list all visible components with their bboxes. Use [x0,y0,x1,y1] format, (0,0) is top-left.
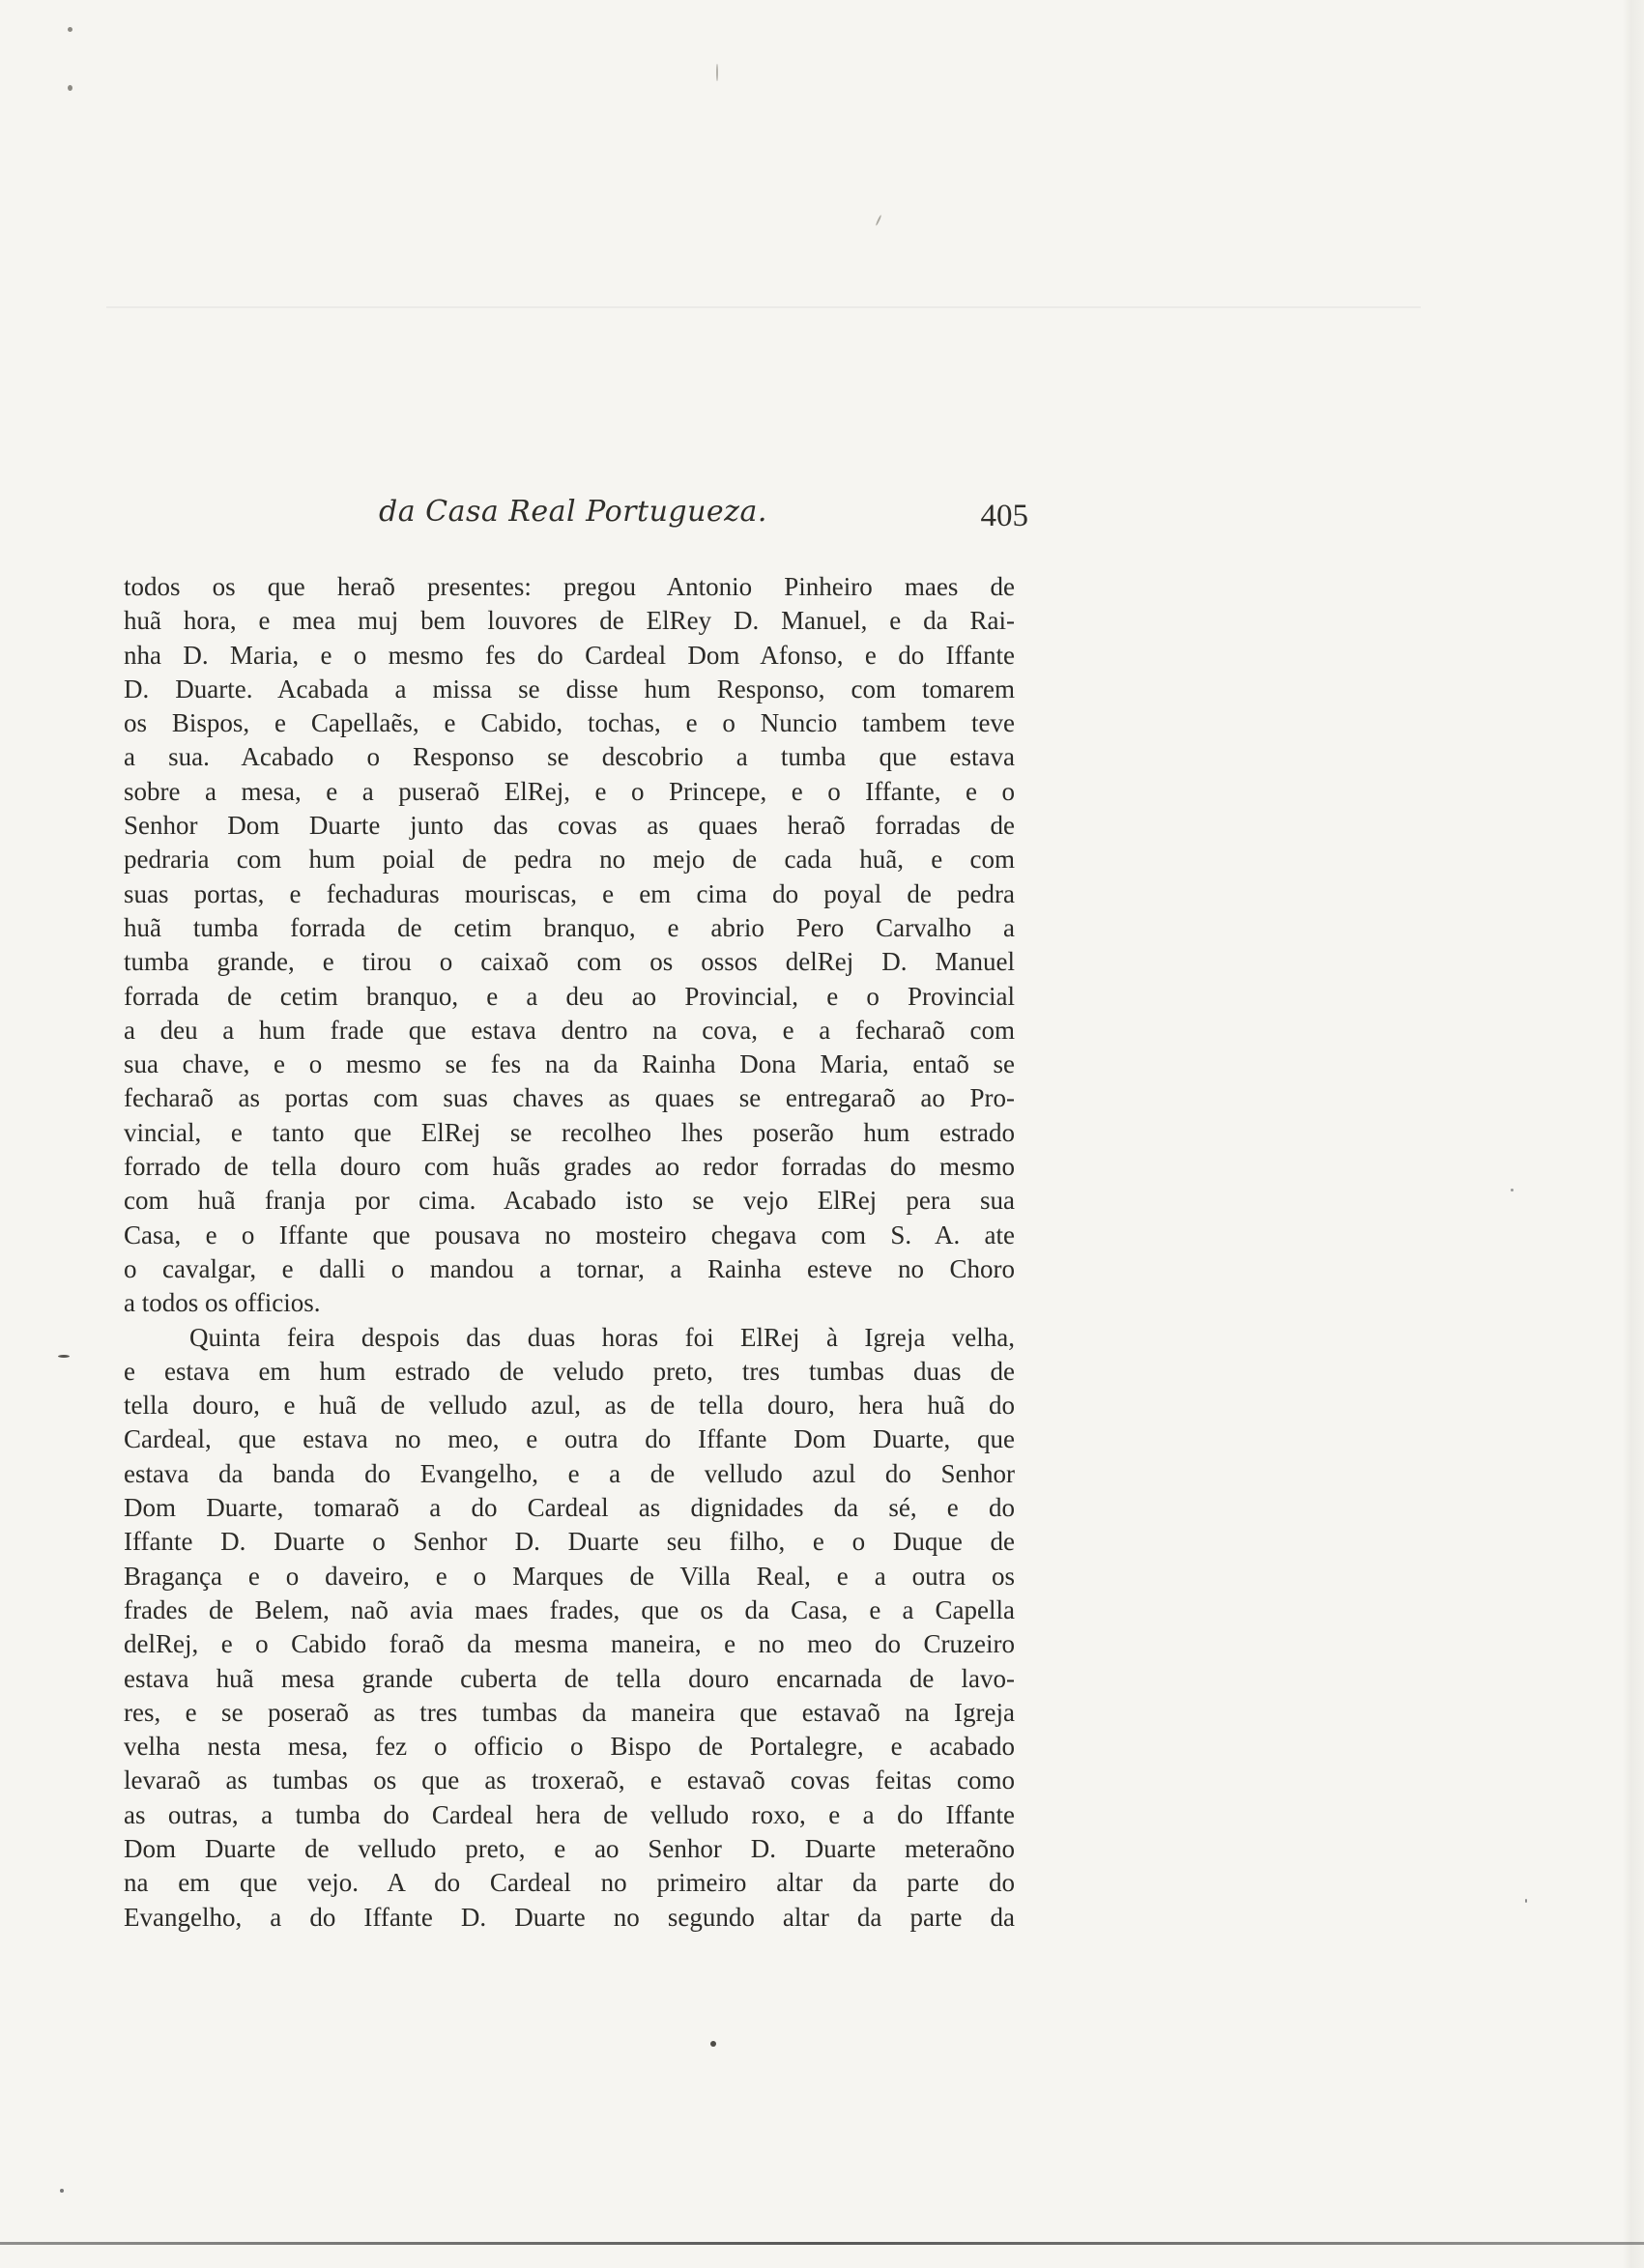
text-line: Evangelho, a do Iffante D. Duarte no segundo altar da parte da [124,1902,1015,1932]
text-line: delRej, e o Cabido foraõ da mesma maneira, e no meo do Cruzeiro [124,1629,1015,1659]
text-line: tumba grande, e tirou o caixaõ com os ossos delRej D. Manuel [124,947,1015,977]
fold-mark [106,306,1421,308]
text-line: e estava em hum estrado de veludo preto, tres tumbas duas de [124,1356,1015,1386]
text-line: suas portas, e fechaduras mouriscas, e em cima do poyal de pedra [124,878,1015,908]
text-line: as outras, a tumba do Cardeal hera de velludo roxo, e a do Iffante [124,1799,1015,1829]
text-line: tella douro, e huã de velludo azul, as de tella douro, hera huã do [124,1391,1015,1421]
body-text [124,570,1015,1935]
dust-speck [710,2041,716,2047]
text-line: nha D. Maria, e o mesmo fes do Cardeal Dom Afonso, e do Iffante [124,640,1015,670]
text-line: o cavalgar, e dalli o mandou a tornar, a Rainha esteve no Choro [124,1253,1015,1283]
text-line: na em que vejo. A do Cardeal no primeiro altar da parte do [124,1868,1015,1898]
text-line: a deu a hum frade que estava dentro na cova, e a fecharaõ com [124,1015,1015,1045]
text-line: res, e se poseraõ as tres tumbas da maneira que estavaõ na Igreja [124,1697,1015,1727]
text-line: Quinta feira despois das duas horas foi ElRej à Igreja velha, [189,1322,1015,1352]
text-line: todos os que heraõ presentes: pregou Antonio Pinheiro maes de [124,572,1015,601]
text-line: Senhor Dom Duarte junto das covas as quaes heraõ forradas de [124,811,1015,841]
dust-speck [68,27,72,32]
text-line: huã tumba forrada de cetim branquo, e abrio Pero Carvalho a [124,912,1015,942]
text-line: Dom Duarte de velludo preto, e ao Senhor D. Duarte meteraõno [124,1833,1015,1863]
paragraph [124,1321,1015,1935]
dust-speck [68,85,72,91]
text-line: estava da banda do Evangelho, e a de velludo azul do Senhor [124,1458,1015,1488]
text-line: Bragança e o daveiro, e o Marques de Villa Real, e a outra os [124,1561,1015,1591]
dust-speck [1525,1899,1527,1903]
scan-edge-line [0,2242,1644,2245]
text-line: sua chave, e o mesmo se fes na da Rainha Dona Maria, entaõ se [124,1049,1015,1079]
text-line: sobre a mesa, e a puseraõ ElRej, e o Princepe, e o Iffante, e o [124,776,1015,806]
text-line: Casa, e o Iffante que pousava no mosteiro chegava com S. A. ate [124,1220,1015,1249]
dust-speck [60,2189,64,2193]
text-line: estava huã mesa grande cuberta de tella douro encarnada de lavo- [124,1663,1015,1693]
text-line: a todos os officios. [124,1288,321,1318]
paragraph [124,570,1015,1321]
text-line: Dom Duarte, tomaraõ a do Cardeal as dignidades da sé, e do [124,1493,1015,1523]
text-line: frades de Belem, naõ avia maes frades, que os da Casa, e a Capella [124,1594,1015,1624]
text-line: levaraõ as tumbas os que as troxeraõ, e estavaõ covas feitas como [124,1766,1015,1795]
dust-speck [716,64,718,81]
dust-speck [58,1355,70,1358]
text-line: forrada de cetim branquo, e a deu ao Provincial, e o Provincial [124,981,1015,1011]
dust-speck [1511,1189,1514,1191]
text-line: Cardeal, que estava no meo, e outra do Iffante Dom Duarte, que [124,1424,1015,1454]
text-line: huã hora, e mea muj bem louvores de ElRey D. Manuel, e da Rai- [124,606,1015,636]
text-line: vincial, e tanto que ElRej se recolheo lhes poserão hum estrado [124,1117,1015,1147]
page-number: 405 [980,499,1028,533]
running-title: da Casa Real Portugueza. [379,495,767,529]
page-header [379,495,1028,543]
page-edge-shadow [1623,0,1644,2268]
text-line: pedraria com hum poial de pedra no mejo de cada huã, e com [124,845,1015,875]
text-line: a sua. Acabado o Responso se descobrio a tumba que estava [124,742,1015,772]
dust-speck [876,215,882,226]
text-line: os Bispos, e Capellaẽs, e Cabido, tochas, e o Nuncio tambem teve [124,708,1015,738]
text-line: D. Duarte. Acabada a missa se disse hum Responso, com tomarem [124,674,1015,703]
text-line: com huã franja por cima. Acabado isto se vejo ElRej pera sua [124,1186,1015,1216]
text-line: Iffante D. Duarte o Senhor D. Duarte seu filho, e o Duque de [124,1527,1015,1557]
text-line: forrado de tella douro com huãs grades ao redor forradas do mesmo [124,1152,1015,1182]
text-line: fecharaõ as portas com suas chaves as quaes se entregaraõ ao Pro- [124,1083,1015,1113]
text-line: velha nesta mesa, fez o officio o Bispo de Portalegre, e acabado [124,1732,1015,1762]
